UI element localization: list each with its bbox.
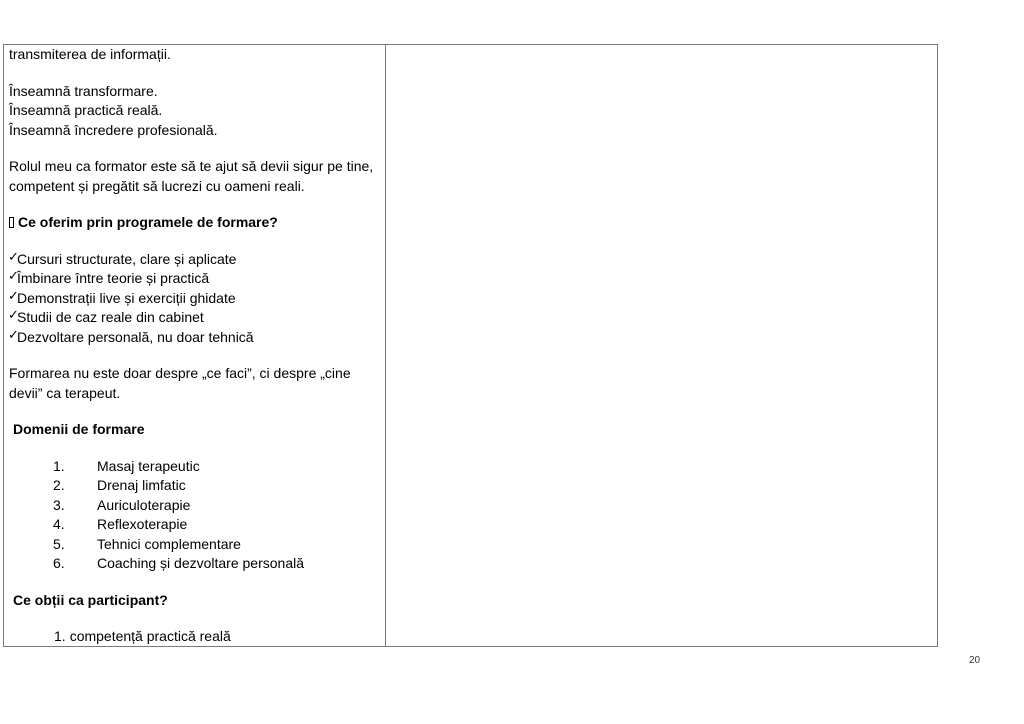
role-paragraph xyxy=(9,157,385,196)
list-item xyxy=(9,308,385,328)
item-number: 4. xyxy=(53,516,65,532)
numbered-item xyxy=(9,476,385,496)
paragraph-line: Rolul meu ca formator este să te ajut să devii sigur pe tine, xyxy=(9,158,374,174)
paragraph-line: Înseamnă transformare. xyxy=(9,82,158,99)
numbered-item xyxy=(9,627,385,646)
item-label: Masaj terapeutic xyxy=(97,457,200,474)
gains-heading-text: Ce obții ca participant? xyxy=(13,591,168,608)
check-icon xyxy=(9,291,17,305)
check-icon xyxy=(9,330,17,344)
content-table xyxy=(3,44,938,647)
table-cell-right xyxy=(386,45,937,646)
offer-heading xyxy=(9,213,385,233)
check-icon xyxy=(9,310,17,324)
item-label: Coaching și dezvoltare personală xyxy=(97,555,305,571)
missing-glyph-icon xyxy=(9,217,14,228)
list-item-text: Studii de caz reale din cabinet xyxy=(17,309,204,325)
item-number: 5. xyxy=(53,535,65,552)
list-item xyxy=(9,289,385,309)
item-label: competență practică reală xyxy=(69,628,231,644)
offer-heading-line xyxy=(9,213,385,233)
page-number: 20 xyxy=(969,655,981,666)
paragraph-line: Formarea nu este doar despre „ce faci”, ci despre „cine xyxy=(9,365,351,381)
meaning-paragraph xyxy=(9,82,385,141)
domains-heading xyxy=(9,420,385,440)
numbered-item xyxy=(9,554,385,574)
domains-heading-text: Domenii de formare xyxy=(13,421,145,437)
item-number: 3. xyxy=(53,496,65,513)
list-item xyxy=(9,269,385,289)
paragraph-line: Înseamnă practică reală. xyxy=(9,102,163,118)
paragraph-line: transmiterea de informații. xyxy=(9,46,171,62)
paragraph-line: competent și pregătit să lucrezi cu oameni reali. xyxy=(9,177,305,194)
numbered-item xyxy=(9,457,385,477)
check-icon xyxy=(9,271,17,285)
list-item xyxy=(9,250,385,270)
list-item-text: Cursuri structurate, clare și aplicate xyxy=(17,250,237,267)
item-number: 1. xyxy=(54,628,66,644)
item-number: 1. xyxy=(53,457,65,474)
check-icon xyxy=(9,252,17,266)
offer-heading-text: Ce oferim prin programele de formare? xyxy=(18,214,278,230)
item-label: Auriculoterapie xyxy=(97,496,191,513)
list-item xyxy=(9,328,385,348)
item-number: 2. xyxy=(53,477,65,493)
item-label: Reflexoterapie xyxy=(97,516,188,532)
offer-list xyxy=(9,250,385,348)
formation-paragraph xyxy=(9,364,385,403)
item-number: 6. xyxy=(53,555,65,571)
item-label: Tehnici complementare xyxy=(97,535,241,552)
paragraph-line: Înseamnă încredere profesională. xyxy=(9,121,218,138)
numbered-item xyxy=(9,535,385,555)
gains-heading xyxy=(9,591,385,611)
numbered-item xyxy=(9,515,385,535)
numbered-item xyxy=(9,496,385,516)
item-label: Drenaj limfatic xyxy=(97,477,186,493)
list-item-text: Demonstrații live și exerciții ghidate xyxy=(17,289,236,306)
domains-list xyxy=(9,457,385,574)
list-item-text: Îmbinare între teorie și practică xyxy=(17,270,210,286)
table-cell-left xyxy=(4,45,386,646)
paragraph-line: devii” ca terapeut. xyxy=(9,384,121,401)
intro-paragraph xyxy=(9,45,385,65)
list-item-text: Dezvoltare personală, nu doar tehnică xyxy=(17,328,254,345)
gains-list xyxy=(9,627,385,646)
